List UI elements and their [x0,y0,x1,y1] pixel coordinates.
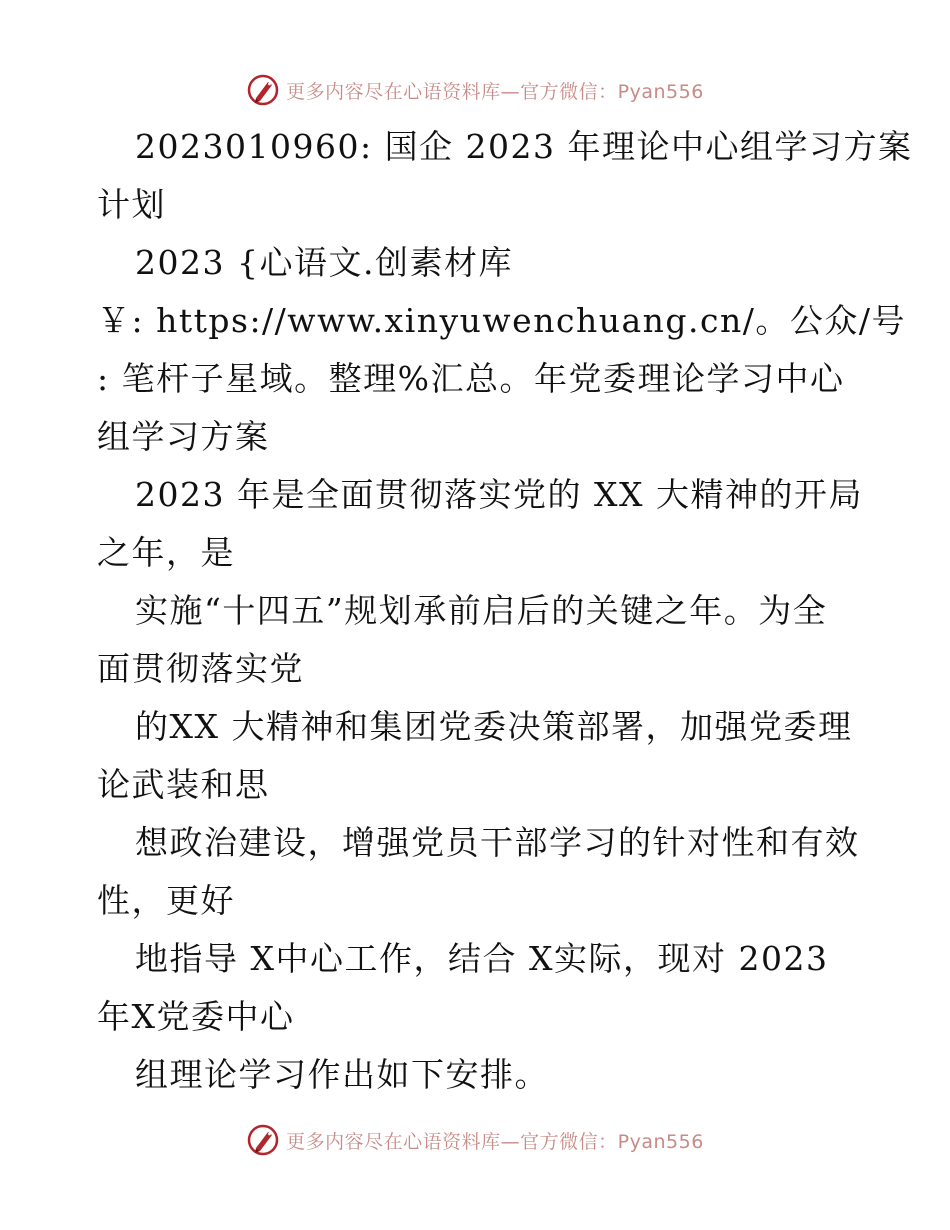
text-line: : 笔杆子星域。整理%汇总。年党委理论学习中心 [97,359,845,398]
text-line: 组理论学习作出如下安排。 [135,1055,549,1094]
text-line: 面贯彻落实党 [97,649,304,688]
text-line: 2023010960: 国企 2023 年理论中心组学习方案 [135,127,913,166]
text-line: 论武装和思 [97,765,270,804]
document-body [97,118,913,1104]
text-line: 2023 {心语文.创素材库 [135,243,513,282]
banner-text: 更多内容尽在心语资料库—官方微信：Pyan556 [286,1130,704,1153]
text-line: 实施“十四五”规划承前启后的关键之年。为全 [135,591,828,630]
text-line: 性，更好 [97,881,235,920]
text-line: ￥: https://www.xinyuwenchuang.cn/。公众/号 [97,301,906,340]
text-line: 之年，是 [97,533,235,572]
text-line: 2023 年是全面贯彻落实党的 XX 大精神的开局 [135,475,863,514]
text-line: 的XX 大精神和集团党委决策部署，加强党委理 [135,707,853,746]
text-line: 计划 [97,185,166,224]
text-line: 想政治建设，增强党员干部学习的针对性和有效 [135,823,860,862]
banner-text: 更多内容尽在心语资料库—官方微信：Pyan556 [286,80,704,103]
text-line: 地指导 X中心工作，结合 X实际，现对 2023 [135,939,829,978]
text-line: 年X党委中心 [97,997,295,1036]
footer-banner [0,1120,950,1160]
pen-logo-icon [246,73,280,107]
pen-logo-icon [246,1123,280,1157]
text-line: 组学习方案 [97,417,270,456]
header-banner [0,70,950,110]
